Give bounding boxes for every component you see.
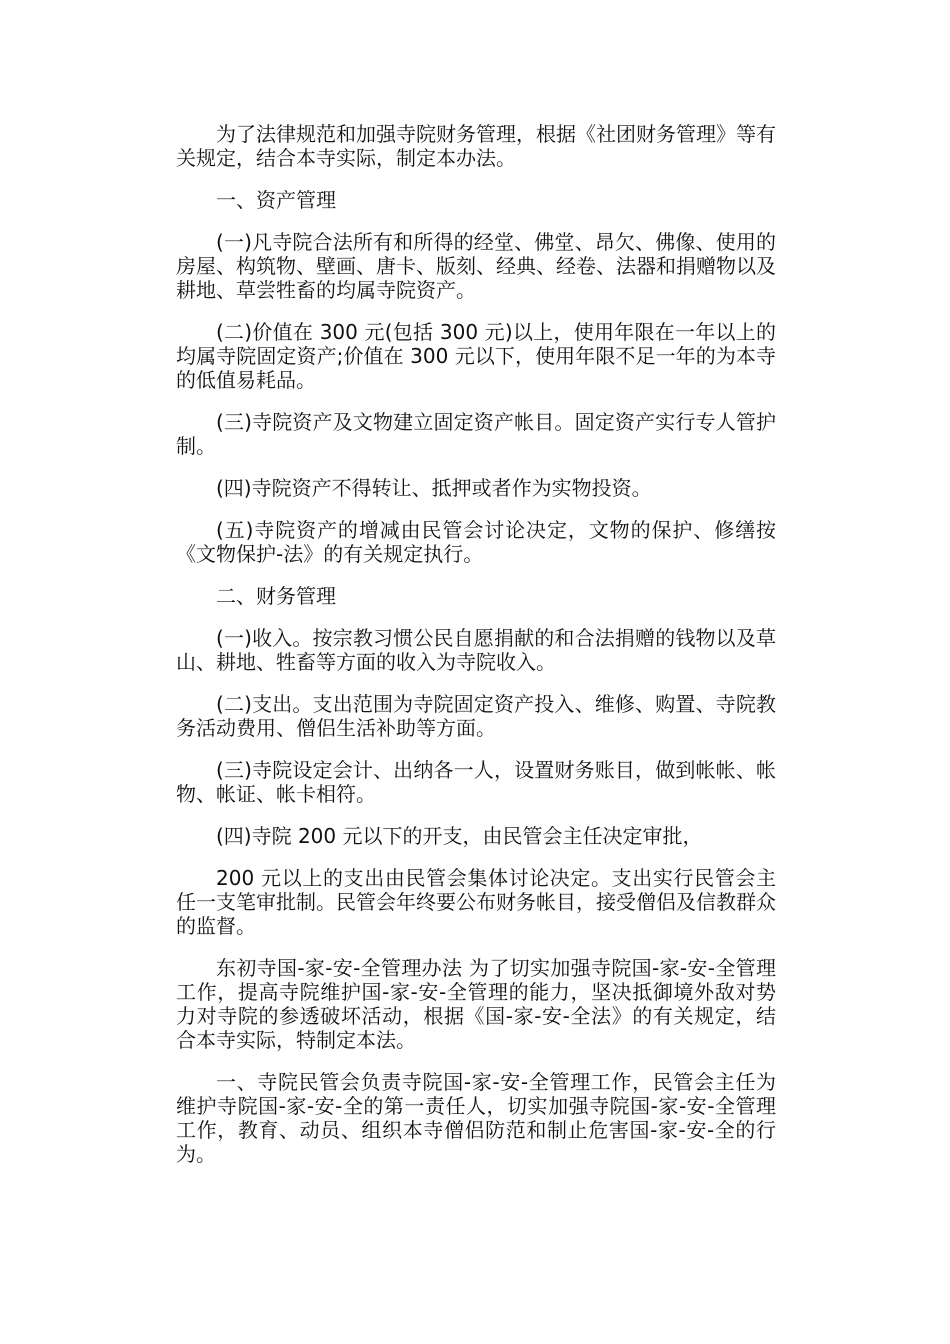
paragraph-security-intro: 东初寺国-家-安-全管理办法 为了切实加强寺院国-家-安-全管理工作，提高寺院维护国-家-安-全管理的能力，坚决抵御境外敌对势力对寺院的参透破坏活动，根据《国-家-安-全法》的有关规定，结合本寺实际，特制定本法。: [176, 956, 776, 1052]
paragraph-finance-4: (四)寺院 200 元以下的开支，由民管会主任决定审批，: [216, 824, 703, 848]
paragraph-security-1: 一、寺院民管会负责寺院国-家-安-全管理工作，民管会主任为维护寺院国-家-安-全的第一责任人，切实加强寺院国-家-安-全管理工作，教育、动员、组织本寺僧侣防范和制止危害国-家-安-全的行为。: [176, 1070, 776, 1166]
paragraph-assets-5: (五)寺院资产的增减由民管会讨论决定，文物的保护、修缮按《文物保护-法》的有关规定执行。: [176, 518, 776, 566]
paragraph-finance-3: (三)寺院设定会计、出纳各一人，设置财务账目，做到帐帐、帐物、帐证、帐卡相符。: [176, 758, 776, 806]
paragraph-assets-3: (三)寺院资产及文物建立固定资产帐目。固定资产实行专人管护制。: [176, 410, 776, 458]
paragraph-finance-5: 200 元以上的支出由民管会集体讨论决定。支出实行民管会主任一支笔审批制。民管会年终要公布财务帐目，接受僧侣及信教群众的监督。: [176, 866, 776, 938]
paragraph-assets-1: (一)凡寺院合法所有和所得的经堂、佛堂、昂欠、佛像、使用的房屋、构筑物、壁画、唐卡、版刻、经典、经卷、法器和捐赠物以及耕地、草尝牲畜的均属寺院资产。: [176, 230, 776, 302]
paragraph-assets-4: (四)寺院资产不得转让、抵押或者作为实物投资。: [216, 476, 652, 500]
paragraph-finance-2: (二)支出。支出范围为寺院固定资产投入、维修、购置、寺院教务活动费用、僧侣生活补助等方面。: [176, 692, 776, 740]
paragraph-assets-2: (二)价值在 300 元(包括 300 元)以上，使用年限在一年以上的均属寺院固定资产;价值在 300 元以下，使用年限不足一年的为本寺的低值易耗品。: [176, 320, 776, 392]
section-heading-assets: 一、资产管理: [216, 188, 336, 212]
paragraph-finance-1: (一)收入。按宗教习惯公民自愿捐献的和合法捐赠的钱物以及草山、耕地、牲畜等方面的收入为寺院收入。: [176, 626, 776, 674]
document-body: [176, 122, 776, 1184]
section-heading-finance: 二、财务管理: [216, 584, 336, 608]
intro-paragraph: 为了法律规范和加强寺院财务管理，根据《社团财务管理》等有关规定，结合本寺实际，制定本办法。: [176, 122, 776, 170]
